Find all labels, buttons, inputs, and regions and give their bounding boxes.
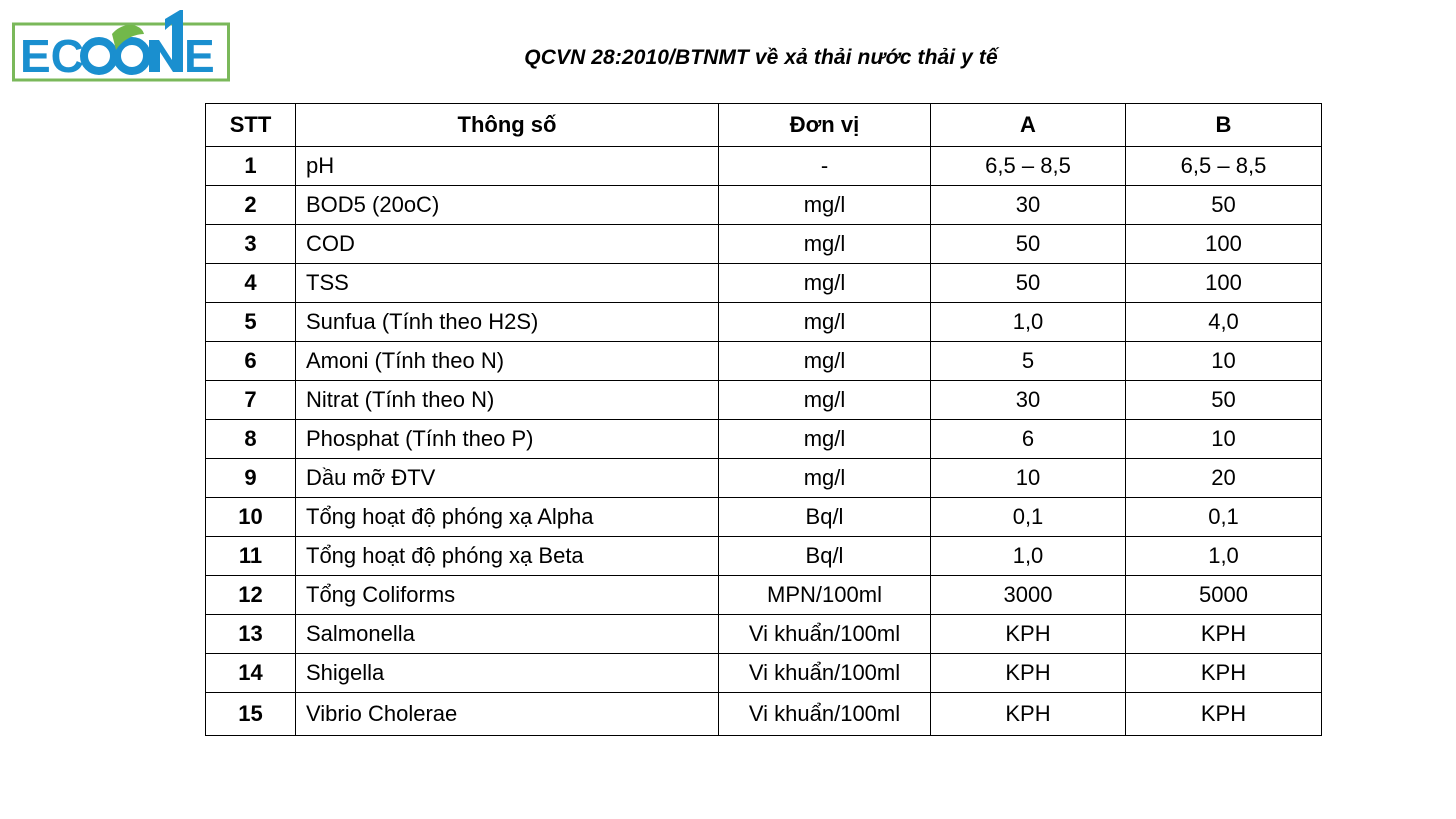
table-row: [206, 381, 1322, 420]
row-param: Nitrat (Tính theo N): [296, 381, 719, 420]
row-unit: Vi khuẩn/100ml: [719, 693, 931, 736]
table-header-row: [206, 104, 1322, 147]
svg-text:E: E: [184, 30, 215, 82]
row-value-a: 0,1: [931, 498, 1126, 537]
row-value-b: 5000: [1126, 576, 1322, 615]
row-stt: 9: [206, 459, 296, 498]
row-param: Shigella: [296, 654, 719, 693]
row-param: pH: [296, 147, 719, 186]
row-stt: 8: [206, 420, 296, 459]
row-unit: mg/l: [719, 420, 931, 459]
row-unit: Vi khuẩn/100ml: [719, 615, 931, 654]
row-param: COD: [296, 225, 719, 264]
row-value-a: 6: [931, 420, 1126, 459]
row-unit: mg/l: [719, 459, 931, 498]
row-unit: Vi khuẩn/100ml: [719, 654, 931, 693]
table-row: [206, 576, 1322, 615]
table-row: [206, 420, 1322, 459]
row-value-b: 0,1: [1126, 498, 1322, 537]
row-value-a: 3000: [931, 576, 1126, 615]
row-value-a: 50: [931, 225, 1126, 264]
row-stt: 6: [206, 342, 296, 381]
table-row: [206, 537, 1322, 576]
row-value-b: 20: [1126, 459, 1322, 498]
row-value-b: 1,0: [1126, 537, 1322, 576]
row-param: Tổng hoạt độ phóng xạ Beta: [296, 537, 719, 576]
row-value-a: 5: [931, 342, 1126, 381]
page-title: QCVN 28:2010/BTNMT về xả thải nước thải y tế: [524, 46, 998, 69]
row-unit: mg/l: [719, 225, 931, 264]
row-unit: mg/l: [719, 381, 931, 420]
header-a: A: [931, 104, 1126, 147]
table-row: [206, 264, 1322, 303]
row-stt: 14: [206, 654, 296, 693]
row-value-a: KPH: [931, 693, 1126, 736]
row-stt: 4: [206, 264, 296, 303]
table-row: [206, 615, 1322, 654]
row-value-b: KPH: [1126, 693, 1322, 736]
row-param: Sunfua (Tính theo H2S): [296, 303, 719, 342]
header-param: Thông số: [296, 104, 719, 147]
header-b: B: [1126, 104, 1322, 147]
row-param: BOD5 (20oC): [296, 186, 719, 225]
row-stt: 5: [206, 303, 296, 342]
table-row: [206, 654, 1322, 693]
row-unit: mg/l: [719, 303, 931, 342]
row-stt: 13: [206, 615, 296, 654]
row-value-a: 30: [931, 381, 1126, 420]
row-value-a: 1,0: [931, 303, 1126, 342]
svg-text:EC: EC: [20, 30, 84, 82]
row-stt: 12: [206, 576, 296, 615]
row-param: Tổng Coliforms: [296, 576, 719, 615]
row-value-a: 30: [931, 186, 1126, 225]
table-row: [206, 186, 1322, 225]
row-value-b: 10: [1126, 342, 1322, 381]
row-value-a: KPH: [931, 615, 1126, 654]
row-value-b: 50: [1126, 186, 1322, 225]
table-row: [206, 225, 1322, 264]
row-value-a: 50: [931, 264, 1126, 303]
row-value-a: KPH: [931, 654, 1126, 693]
row-param: Amoni (Tính theo N): [296, 342, 719, 381]
row-value-a: 1,0: [931, 537, 1126, 576]
row-stt: 2: [206, 186, 296, 225]
row-unit: -: [719, 147, 931, 186]
row-value-b: 100: [1126, 225, 1322, 264]
table-row: [206, 459, 1322, 498]
row-value-b: KPH: [1126, 654, 1322, 693]
row-value-b: 10: [1126, 420, 1322, 459]
row-value-b: 100: [1126, 264, 1322, 303]
row-value-b: 6,5 – 8,5: [1126, 147, 1322, 186]
row-stt: 7: [206, 381, 296, 420]
row-unit: Bq/l: [719, 537, 931, 576]
row-value-a: 10: [931, 459, 1126, 498]
row-param: TSS: [296, 264, 719, 303]
row-unit: mg/l: [719, 264, 931, 303]
row-stt: 3: [206, 225, 296, 264]
row-param: Salmonella: [296, 615, 719, 654]
row-stt: 11: [206, 537, 296, 576]
row-unit: MPN/100ml: [719, 576, 931, 615]
row-stt: 15: [206, 693, 296, 736]
table-row: [206, 693, 1322, 736]
row-value-b: KPH: [1126, 615, 1322, 654]
row-value-b: 50: [1126, 381, 1322, 420]
row-value-b: 4,0: [1126, 303, 1322, 342]
row-unit: mg/l: [719, 186, 931, 225]
row-unit: Bq/l: [719, 498, 931, 537]
table-row: [206, 342, 1322, 381]
row-value-a: 6,5 – 8,5: [931, 147, 1126, 186]
header-unit: Đơn vị: [719, 104, 931, 147]
row-param: Phosphat (Tính theo P): [296, 420, 719, 459]
standards-table: [205, 103, 1322, 736]
header-stt: STT: [206, 104, 296, 147]
table-row: [206, 498, 1322, 537]
table-row: [206, 303, 1322, 342]
table-body: [206, 147, 1322, 736]
row-param: Tổng hoạt độ phóng xạ Alpha: [296, 498, 719, 537]
row-unit: mg/l: [719, 342, 931, 381]
row-param: Vibrio Cholerae: [296, 693, 719, 736]
row-stt: 10: [206, 498, 296, 537]
table-row: [206, 147, 1322, 186]
row-param: Dầu mỡ ĐTV: [296, 459, 719, 498]
row-stt: 1: [206, 147, 296, 186]
